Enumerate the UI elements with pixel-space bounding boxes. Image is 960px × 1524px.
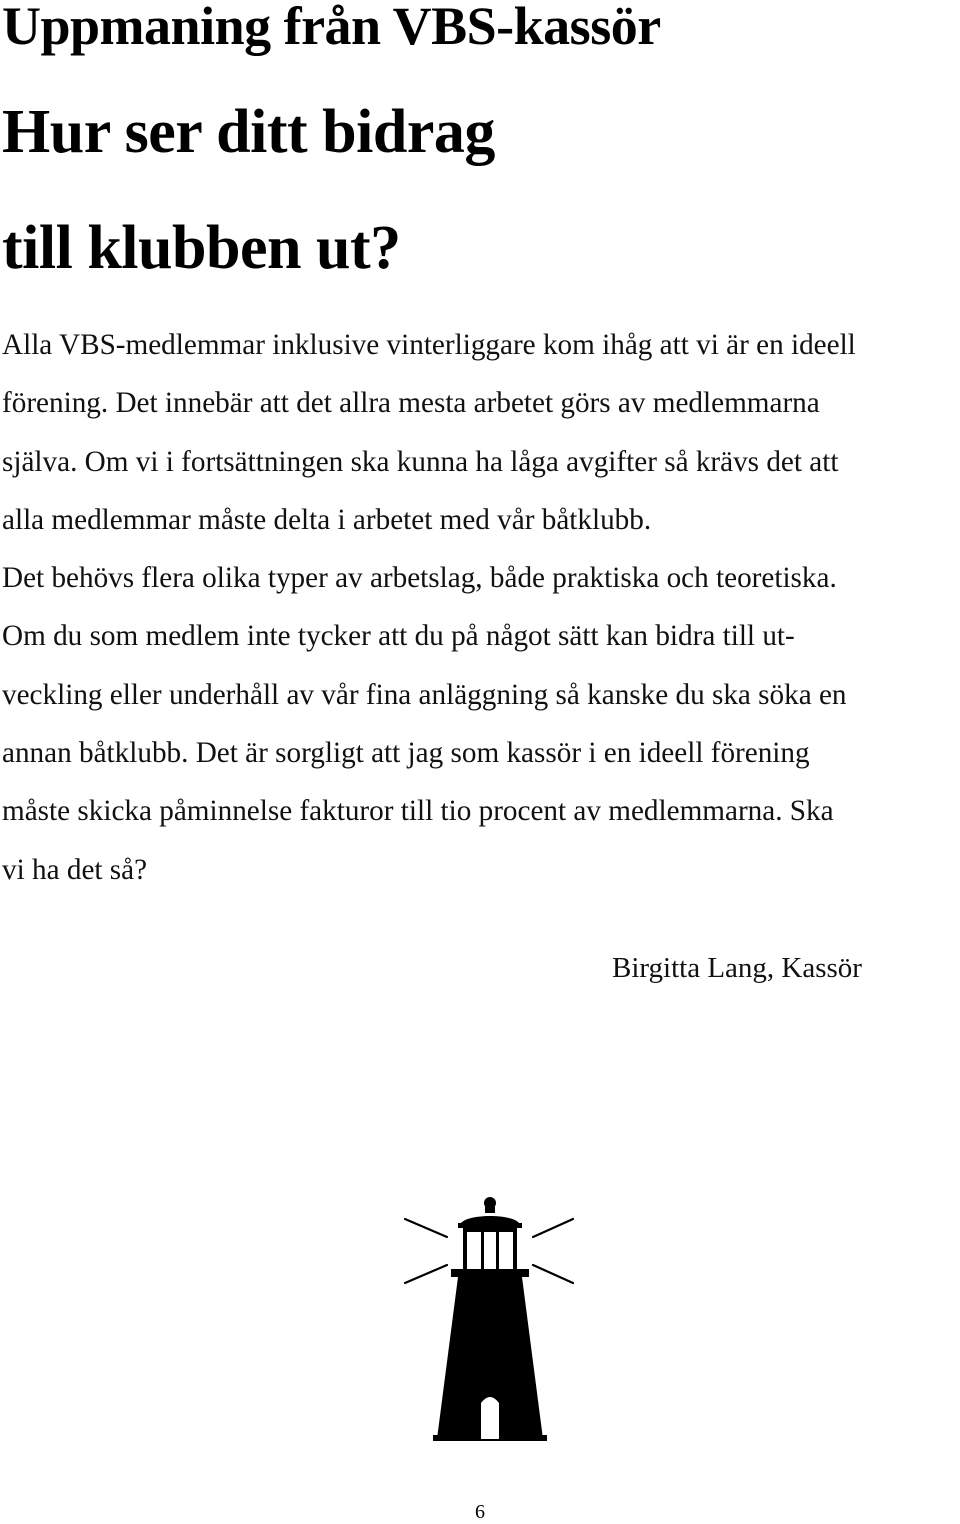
headline-line-1: Hur ser ditt bidrag [2,98,495,166]
body-line: alla medlemmar måste delta i arbetet med vår båtklubb. [2,503,652,536]
lighthouse-icon [395,1195,585,1450]
body-line: veckling eller underhåll av vår fina anläggning så kanske du ska söka en [2,678,847,711]
body-line: Alla VBS-medlemmar inklusive vinterliggare kom ihåg att vi är en ideell [2,329,856,361]
body-line: måste skicka påminnelse fakturor till tio procent av medlemmarna. Ska [2,795,834,828]
page-number: 6 [475,1501,485,1523]
body-line: vi ha det så? [2,853,148,886]
headline-line-2: till klubben ut? [2,214,401,282]
body-line: förening. Det innebär att det allra mesta arbetet görs av medlemmarna [2,387,820,420]
article-kicker: Uppmaning från VBS-kassör [2,0,661,56]
body-line: annan båtklubb. Det är sorgligt att jag som kassör i en ideell förening [2,737,810,770]
body-line: själva. Om vi i fortsättningen ska kunna ha låga avgifter så krävs det att [2,445,839,478]
article-body [2,316,957,899]
signature: Birgitta Lang, Kassör [612,952,862,984]
body-line: Det behövs flera olika typer av arbetslag, både praktiska och teoretiska. [2,562,837,595]
body-line: Om du som medlem inte tycker att du på något sätt kan bidra till ut- [2,620,795,653]
